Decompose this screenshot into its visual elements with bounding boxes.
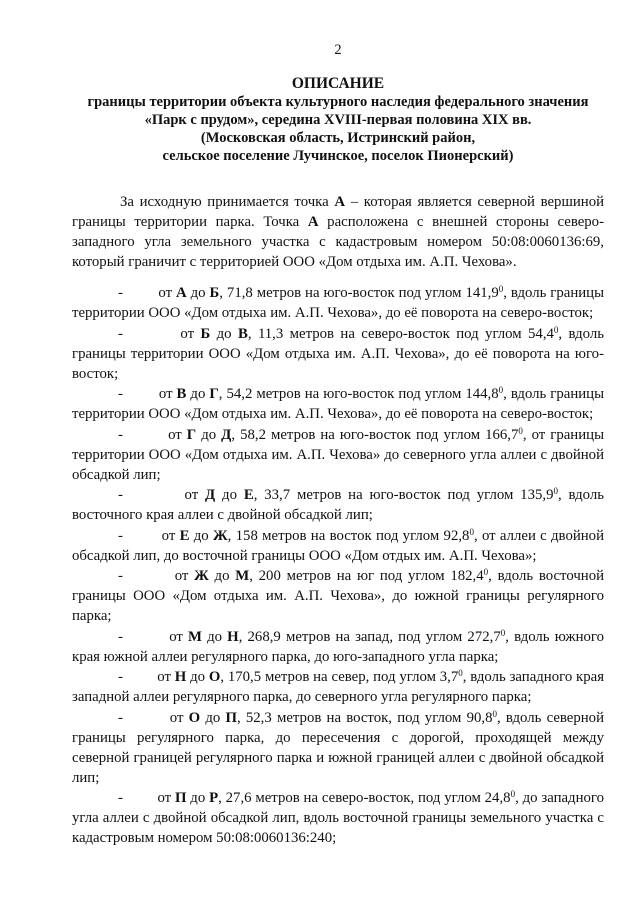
segment-do: до — [200, 709, 226, 726]
segment-do: до — [196, 426, 222, 443]
segment-dash: - — [118, 386, 123, 402]
segment-distance: 58,2 метров на юго-восток под углом 166,7 — [240, 426, 519, 443]
segment-do: до — [215, 487, 244, 503]
boundary-segment: - от Ж до М, 200 метров на юг под углом 182,4$^0$, вдоль восточной границы ООО «Дом отдыха им. А.П. Чехова», до южной границы регулярного парка; — [72, 567, 605, 624]
segment-ot: от — [157, 790, 175, 806]
point-to: Ж — [213, 527, 228, 544]
point-to: О — [208, 669, 221, 685]
segment-ot: от — [174, 568, 195, 584]
segment-distance: 268,9 метров на запад, под углом 272,7 — [247, 628, 501, 645]
boundary-segment: - от Н до О, 170,5 метров на север, под углом $3,7^0$, вдоль западного края западной аллеи регулярного парка, до северного угла регулярного парка; — [72, 668, 604, 705]
intro-text-2: – которая является северной вершиной границы территории парка. Точка — [72, 194, 605, 230]
point-from: Д — [205, 487, 216, 503]
segment-do: до — [186, 669, 209, 685]
point-to: Д — [221, 426, 232, 443]
segment-distance: 54,2 метров на юго-восток под углом 144,8 — [226, 386, 499, 402]
degree-mark: 0 — [492, 708, 497, 719]
degree-mark: 0 — [510, 789, 516, 799]
intro-text-1: За исходную принимается точка — [120, 194, 335, 210]
segment-description: , вдоль границы территории ООО «Дом отдыха им. А.П. Чехова», до её поворота на северо-восток; — [72, 386, 605, 422]
point-from: Б — [200, 325, 211, 342]
segment-description: , до западного угла аллеи с двойной обсадкой лип, вдоль восточной границы земельного участка с кадастровым номером 50:08:0060136:240; — [72, 790, 605, 846]
boundary-segment: - от Д до Е, 33,7 метров на юго-восток под углом 135,9$^0$, вдоль восточного края аллеи с двойной обсадкой лип; — [72, 486, 604, 523]
segment-description: , вдоль северной границы регулярного парка, до пересечения с дорогой, проходящей между северной границей регулярного парка и южной границей аллеи с двойной обсадкой лип; — [72, 709, 604, 786]
segment-description: , от аллеи с двойной обсадкой лип, до восточной границы ООО «Дом отдых им. А.П. Чехова»; — [72, 527, 604, 564]
segment-ot: от — [168, 426, 187, 443]
segment-description: , вдоль границы территории ООО «Дом отдыха им. А.П. Чехова», до её поворота на юго-восток; — [72, 325, 604, 382]
point-to: Е — [243, 487, 254, 503]
degree-mark: 0 — [458, 668, 463, 678]
segment-ot: от — [169, 628, 188, 645]
boundary-segment: - от А до Б, 71,8 метров на юго-восток под углом 141,9$^0$, вдоль границы территории ООО «Дом отдыха им. А.П. Чехова», до её поворота на северо-восток; — [72, 284, 605, 321]
segment-dash: - — [118, 669, 123, 685]
degree-mark: 0 — [553, 486, 558, 496]
segment-ot: от — [169, 709, 189, 726]
boundary-segment: - от Е до Ж, 158 метров на восток под углом 92,8$^0$, от аллеи с двойной обсадкой лип, до восточной границы ООО «Дом отдых им. А.П. Чехова»; — [72, 526, 604, 564]
segment-distance: 27,6 метров на северо-восток, под углом 24,8 — [225, 790, 511, 806]
boundary-segment: - от Б до В, 11,3 метров на северо-восток под углом 54,4$^0$, вдоль границы территории ООО «Дом отдыха им. А.П. Чехова», до её поворота на юго-восток; — [72, 324, 604, 382]
degree-mark: 0 — [498, 385, 504, 395]
boundary-segment: - от Г до Д, 58,2 метров на юго-восток под углом 166,7$^0$, от границы территории ООО «Дом отдыха им. А.П. Чехова» до северного угла аллеи с двойной обсадкой лип; — [72, 425, 605, 483]
segment-do: до — [208, 568, 236, 584]
boundary-segment: - от М до Н, 268,9 метров на запад, под углом 272,7$^0$, вдоль южного края южной аллеи регулярного парка, до юго-западного угла парка; — [72, 627, 605, 665]
segment-dash: - — [118, 527, 123, 544]
segment-dash: - — [118, 568, 123, 584]
segment-description: , вдоль восточной границы ООО «Дом отдыха им. А.П. Чехова», до южной границы регулярного парка; — [72, 568, 605, 624]
page-number: 2 — [334, 42, 342, 58]
point-to: Н — [227, 628, 239, 645]
segment-dash: - — [118, 285, 123, 301]
segment-do: до — [210, 325, 238, 342]
segment-list — [72, 283, 604, 848]
segment-distance: 158 метров на восток под углом 92,8 — [235, 527, 470, 544]
segment-distance: 11,3 метров на северо-восток под углом 54,4 — [257, 325, 554, 342]
segment-distance: 200 метров на юг под углом 182,4 — [258, 568, 484, 584]
segment-distance: 170,5 метров на север, под углом 3,7 — [227, 669, 459, 685]
boundary-segment: - от П до Р, 27,6 метров на северо-восток, под углом 24,8$^0$, до западного угла аллеи с двойной обсадкой лип, вдоль восточной границы земельного участка с кадастровым номером 50:08:0060136:240; — [72, 789, 605, 846]
header-line-3: (Московская область, Истринский район, — [200, 130, 476, 146]
boundary-segment: - от О до П, 52,3 метров на восток, под углом 90,8$^0$, вдоль северной границы регулярного парка, до пересечения с дорогой, проходящей между северной границей регулярного парка и южной границей аллеи с двойной обсадкой лип; — [72, 708, 604, 786]
degree-mark: 0 — [469, 526, 474, 537]
intro-text-3: расположена с внешней стороны северо-западного угла земельного участка с кадастровым номером 50:08:0060136:69, который граничит с территорией ООО «Дом отдыха им. А.П. Чехова». — [72, 214, 605, 270]
degree-mark: 0 — [498, 284, 504, 294]
segment-dash: - — [118, 628, 123, 645]
point-from: М — [188, 628, 202, 645]
segment-dash: - — [118, 790, 123, 806]
point-to: Р — [209, 790, 219, 806]
boundary-segment: - от В до Г, 54,2 метров на юго-восток под углом 144,8$^0$, вдоль границы территории ООО «Дом отдыха им. А.П. Чехова», до её поворота на северо-восток; — [72, 385, 605, 422]
point-from: Ж — [194, 568, 209, 584]
degree-mark: 0 — [518, 425, 523, 436]
point-label: А — [307, 214, 319, 230]
segment-do: до — [186, 285, 210, 301]
segment-ot: от — [180, 325, 201, 342]
segment-dash: - — [118, 325, 123, 342]
header-line-4: сельское поселение Лучинское, поселок Пионерский) — [162, 148, 514, 164]
segment-description: , вдоль западного края западной аллеи регулярного парка, до северного угла регулярного парка; — [72, 669, 604, 705]
degree-mark: 0 — [553, 324, 559, 335]
point-from: Е — [179, 527, 190, 544]
point-from: Н — [174, 669, 187, 685]
segment-do: до — [189, 527, 213, 544]
header-line-2: «Парк с прудом», середина XVIII-первая половина XIX вв. — [144, 112, 532, 128]
segment-description: , вдоль границы территории ООО «Дом отдыха им. А.П. Чехова», до её поворота на северо-восток; — [72, 285, 605, 321]
segment-description: , от границы территории ООО «Дом отдыха им. А.П. Чехова» до северного угла аллеи с двойной обсадкой лип; — [72, 426, 605, 483]
point-label: А — [334, 194, 346, 210]
segment-description: , вдоль восточного края аллеи с двойной обсадкой лип; — [72, 487, 604, 523]
document-header — [72, 75, 604, 165]
point-to: М — [235, 568, 250, 584]
segment-dash: - — [118, 487, 123, 503]
degree-mark: 0 — [483, 567, 489, 577]
point-from: Г — [186, 426, 197, 443]
segment-ot: от — [158, 285, 176, 301]
segment-do: до — [186, 790, 210, 806]
document-title: ОПИСАНИЕ — [291, 75, 385, 92]
intro-paragraph — [72, 192, 604, 272]
segment-ot: от — [157, 669, 175, 685]
point-to: П — [225, 709, 237, 726]
point-to: В — [237, 325, 248, 342]
segment-ot: от — [161, 527, 180, 544]
segment-distance: 71,8 метров на юго-восток под углом 141,9 — [226, 285, 499, 301]
segment-distance: 52,3 метров на восток, под углом 90,8 — [245, 709, 493, 726]
segment-description: , вдоль южного края южной аллеи регулярного парка, до юго-западного угла парка; — [72, 628, 605, 665]
point-from: В — [176, 386, 187, 402]
degree-mark: 0 — [500, 627, 506, 638]
point-from: О — [188, 709, 201, 726]
segment-dash: - — [118, 426, 123, 443]
segment-dash: - — [118, 709, 123, 726]
segment-do: до — [186, 386, 210, 402]
point-from: А — [175, 285, 187, 301]
segment-ot: от — [184, 487, 206, 503]
point-to: Г — [209, 386, 219, 402]
segment-distance: 33,7 метров на юго-восток под углом 135,9 — [264, 487, 554, 503]
segment-do: до — [201, 628, 228, 645]
point-to: Б — [209, 285, 220, 301]
header-line-1: границы территории объекта культурного наследия федерального значения — [87, 94, 589, 110]
point-from: П — [174, 790, 187, 806]
segment-ot: от — [158, 386, 177, 402]
